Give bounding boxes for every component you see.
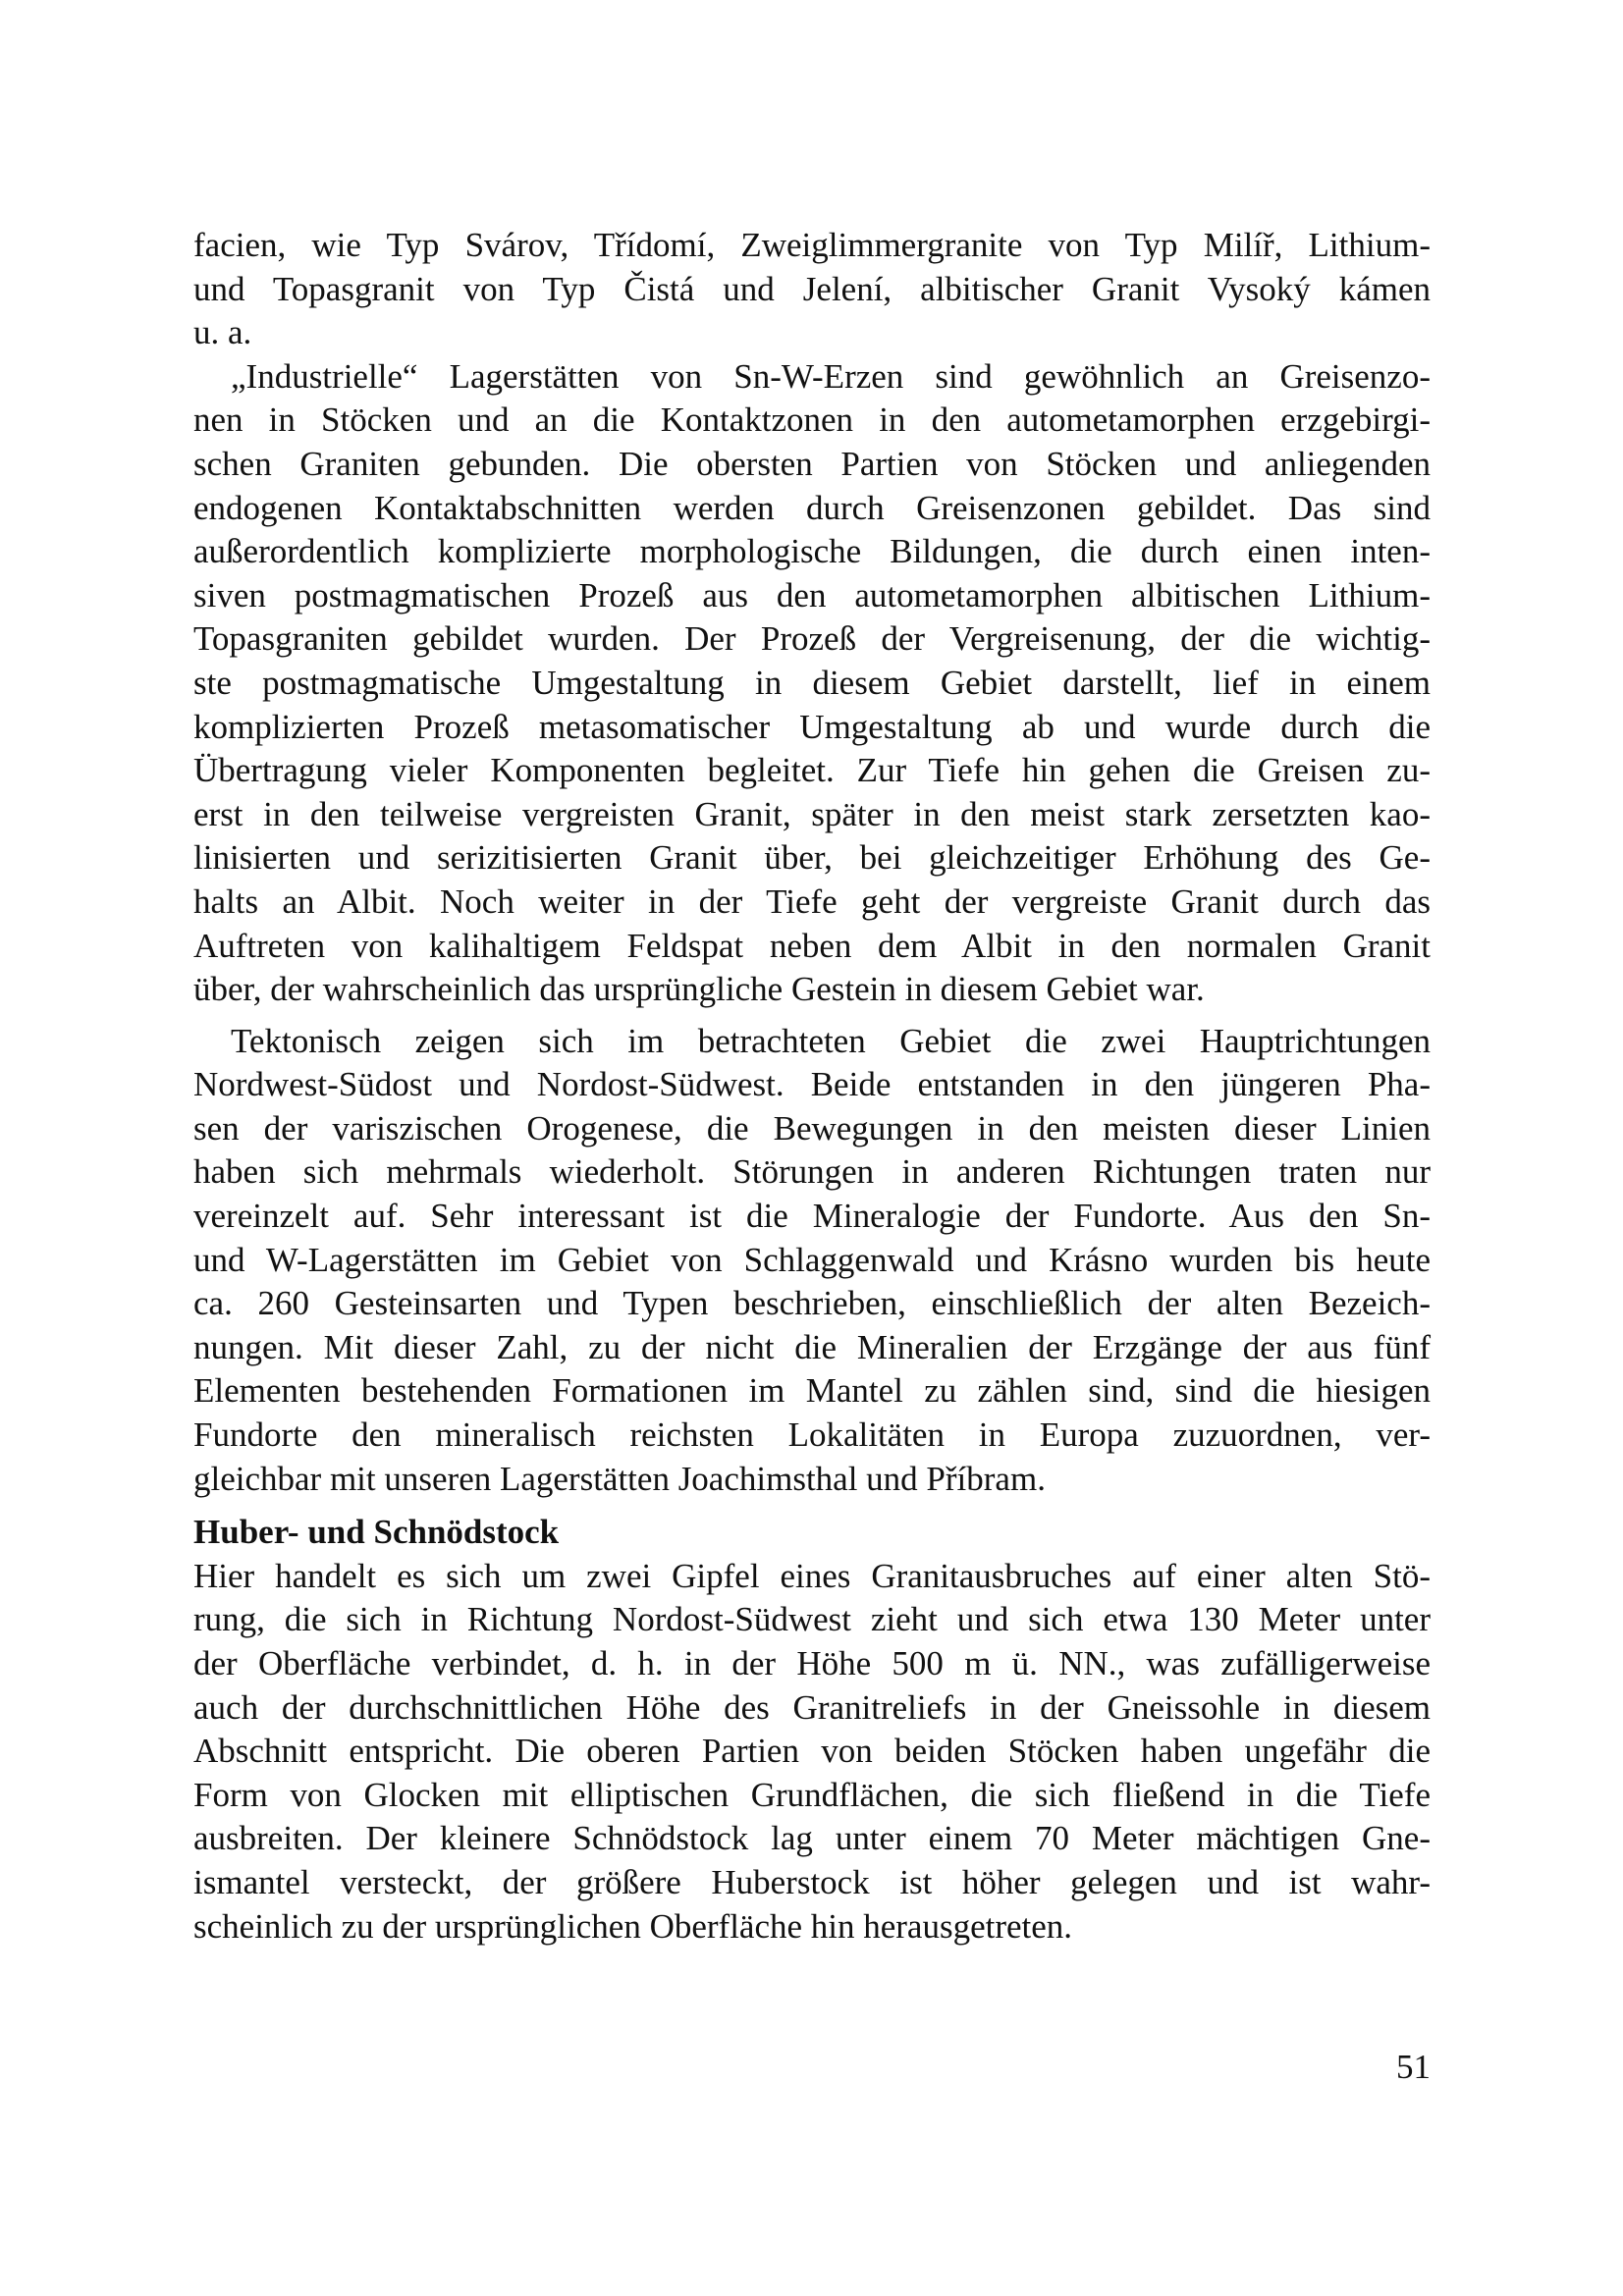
text-line: Elementen bestehenden Formationen im Mantel zu zählen sind, sind die hiesigen: [193, 1371, 1431, 1411]
text-line: erst in den teilweise vergreisten Granit, später in den meist stark zersetzten kao-: [193, 794, 1431, 833]
section-heading: Huber- und Schnödstock: [193, 1513, 560, 1552]
text-line: über, der wahrscheinlich das ursprüngliche Gestein in diesem Gebiet war.: [193, 970, 1205, 1009]
section-paragraph: [193, 1555, 1431, 1949]
text-line: halts an Albit. Noch weiter in der Tiefe geht der vergreiste Granit durch das: [193, 881, 1431, 921]
text-line: scheinlich zu der ursprünglichen Oberfläche hin herausgetreten.: [193, 1906, 1073, 1946]
text-line: ismantel versteckt, der größere Huberstock ist höher gelegen und ist wahr-: [193, 1862, 1431, 1901]
text-line: Form von Glocken mit elliptischen Grundflächen, die sich fließend in die Tiefe: [193, 1775, 1431, 1814]
text-line: ca. 260 Gesteinsarten und Typen beschrieben, einschließlich der alten Bezeich-: [193, 1284, 1431, 1323]
text-line: Nordwest-Südost und Nordost-Südwest. Beide entstanden in den jüngeren Pha-: [193, 1065, 1431, 1104]
text-line: komplizierten Prozeß metasomatischer Umgestaltung ab und wurde durch die: [193, 707, 1431, 746]
text-line: siven postmagmatischen Prozeß aus den autometamorphen albitischen Lithium-: [193, 575, 1431, 614]
text-line: auch der durchschnittlichen Höhe des Granitreliefs in der Gneissohle in diesem: [193, 1687, 1431, 1727]
text-line: haben sich mehrmals wiederholt. Störungen in anderen Richtungen traten nur: [193, 1152, 1431, 1192]
text-line: vereinzelt auf. Sehr interessant ist die Mineralogie der Fundorte. Aus den Sn-: [193, 1197, 1431, 1236]
text-line: und Topasgranit von Typ Čistá und Jelení, albitischer Granit Vysoký kámen: [193, 269, 1431, 308]
text-line: ste postmagmatische Umgestaltung in diesem Gebiet darstellt, lief in einem: [193, 663, 1431, 702]
paragraph-2: [193, 355, 1431, 1012]
paragraph-gap: [193, 1012, 1431, 1020]
paragraph-1: [193, 224, 1431, 355]
text-line: schen Graniten gebunden. Die obersten Partien von Stöcken und anliegenden: [193, 444, 1431, 483]
text-line: Übertragung vieler Komponenten begleitet. Zur Tiefe hin gehen die Greisen zu-: [193, 751, 1431, 790]
page-number: 51: [1396, 2048, 1431, 2086]
text-line: nen in Stöcken und an die Kontaktzonen in den autometamorphen erzgebirgi-: [193, 400, 1431, 440]
text-line: Topasgraniten gebildet wurden. Der Prozeß der Vergreisenung, der die wichtig-: [193, 619, 1431, 659]
text-line: sen der variszischen Orogenese, die Bewegungen in den meisten dieser Linien: [193, 1108, 1431, 1148]
text-line: rung, die sich in Richtung Nordost-Südwest zieht und sich etwa 130 Meter unter: [193, 1600, 1431, 1639]
text-line: u. a.: [193, 313, 252, 352]
text-line: Abschnitt entspricht. Die oberen Partien von beiden Stöcken haben ungefähr die: [193, 1732, 1431, 1771]
text-line: Auftreten von kalihaltigem Feldspat neben dem Albit in den normalen Granit: [193, 926, 1431, 965]
text-line: endogenen Kontaktabschnitten werden durch Greisenzonen gebildet. Das sind: [193, 488, 1431, 527]
text-line: Fundorte den mineralisch reichsten Lokalitäten in Europa zuzuordnen, ver-: [193, 1415, 1431, 1455]
page-body: [193, 224, 1431, 1949]
text-line: und W-Lagerstätten im Gebiet von Schlaggenwald und Krásno wurden bis heute: [193, 1240, 1431, 1279]
text-line: Tektonisch zeigen sich im betrachteten Gebiet die zwei Hauptrichtungen: [231, 1021, 1431, 1060]
paragraph-3: [193, 1020, 1431, 1502]
text-line: Hier handelt es sich um zwei Gipfel eines Granitausbruches auf einer alten Stö-: [193, 1556, 1431, 1595]
text-line: ausbreiten. Der kleinere Schnödstock lag unter einem 70 Meter mächtigen Gne-: [193, 1819, 1431, 1858]
text-line: der Oberfläche verbindet, d. h. in der Höhe 500 m ü. NN., was zufälligerweise: [193, 1644, 1431, 1682]
text-line: außerordentlich komplizierte morphologische Bildungen, die durch einen inten-: [193, 532, 1431, 571]
text-line: facien, wie Typ Svárov, Třídomí, Zweiglimmergranite von Typ Milíř, Lithium-: [193, 226, 1431, 264]
text-line: „Industrielle“ Lagerstätten von Sn-W-Erzen sind gewöhnlich an Greisenzo-: [231, 356, 1431, 396]
text-line: gleichbar mit unseren Lagerstätten Joachimsthal und Příbram.: [193, 1459, 1046, 1498]
text-line: nungen. Mit dieser Zahl, zu der nicht die Mineralien der Erzgänge der aus fünf: [193, 1327, 1431, 1366]
text-line: linisierten und serizitisierten Granit über, bei gleichzeitiger Erhöhung des Ge-: [193, 838, 1431, 878]
